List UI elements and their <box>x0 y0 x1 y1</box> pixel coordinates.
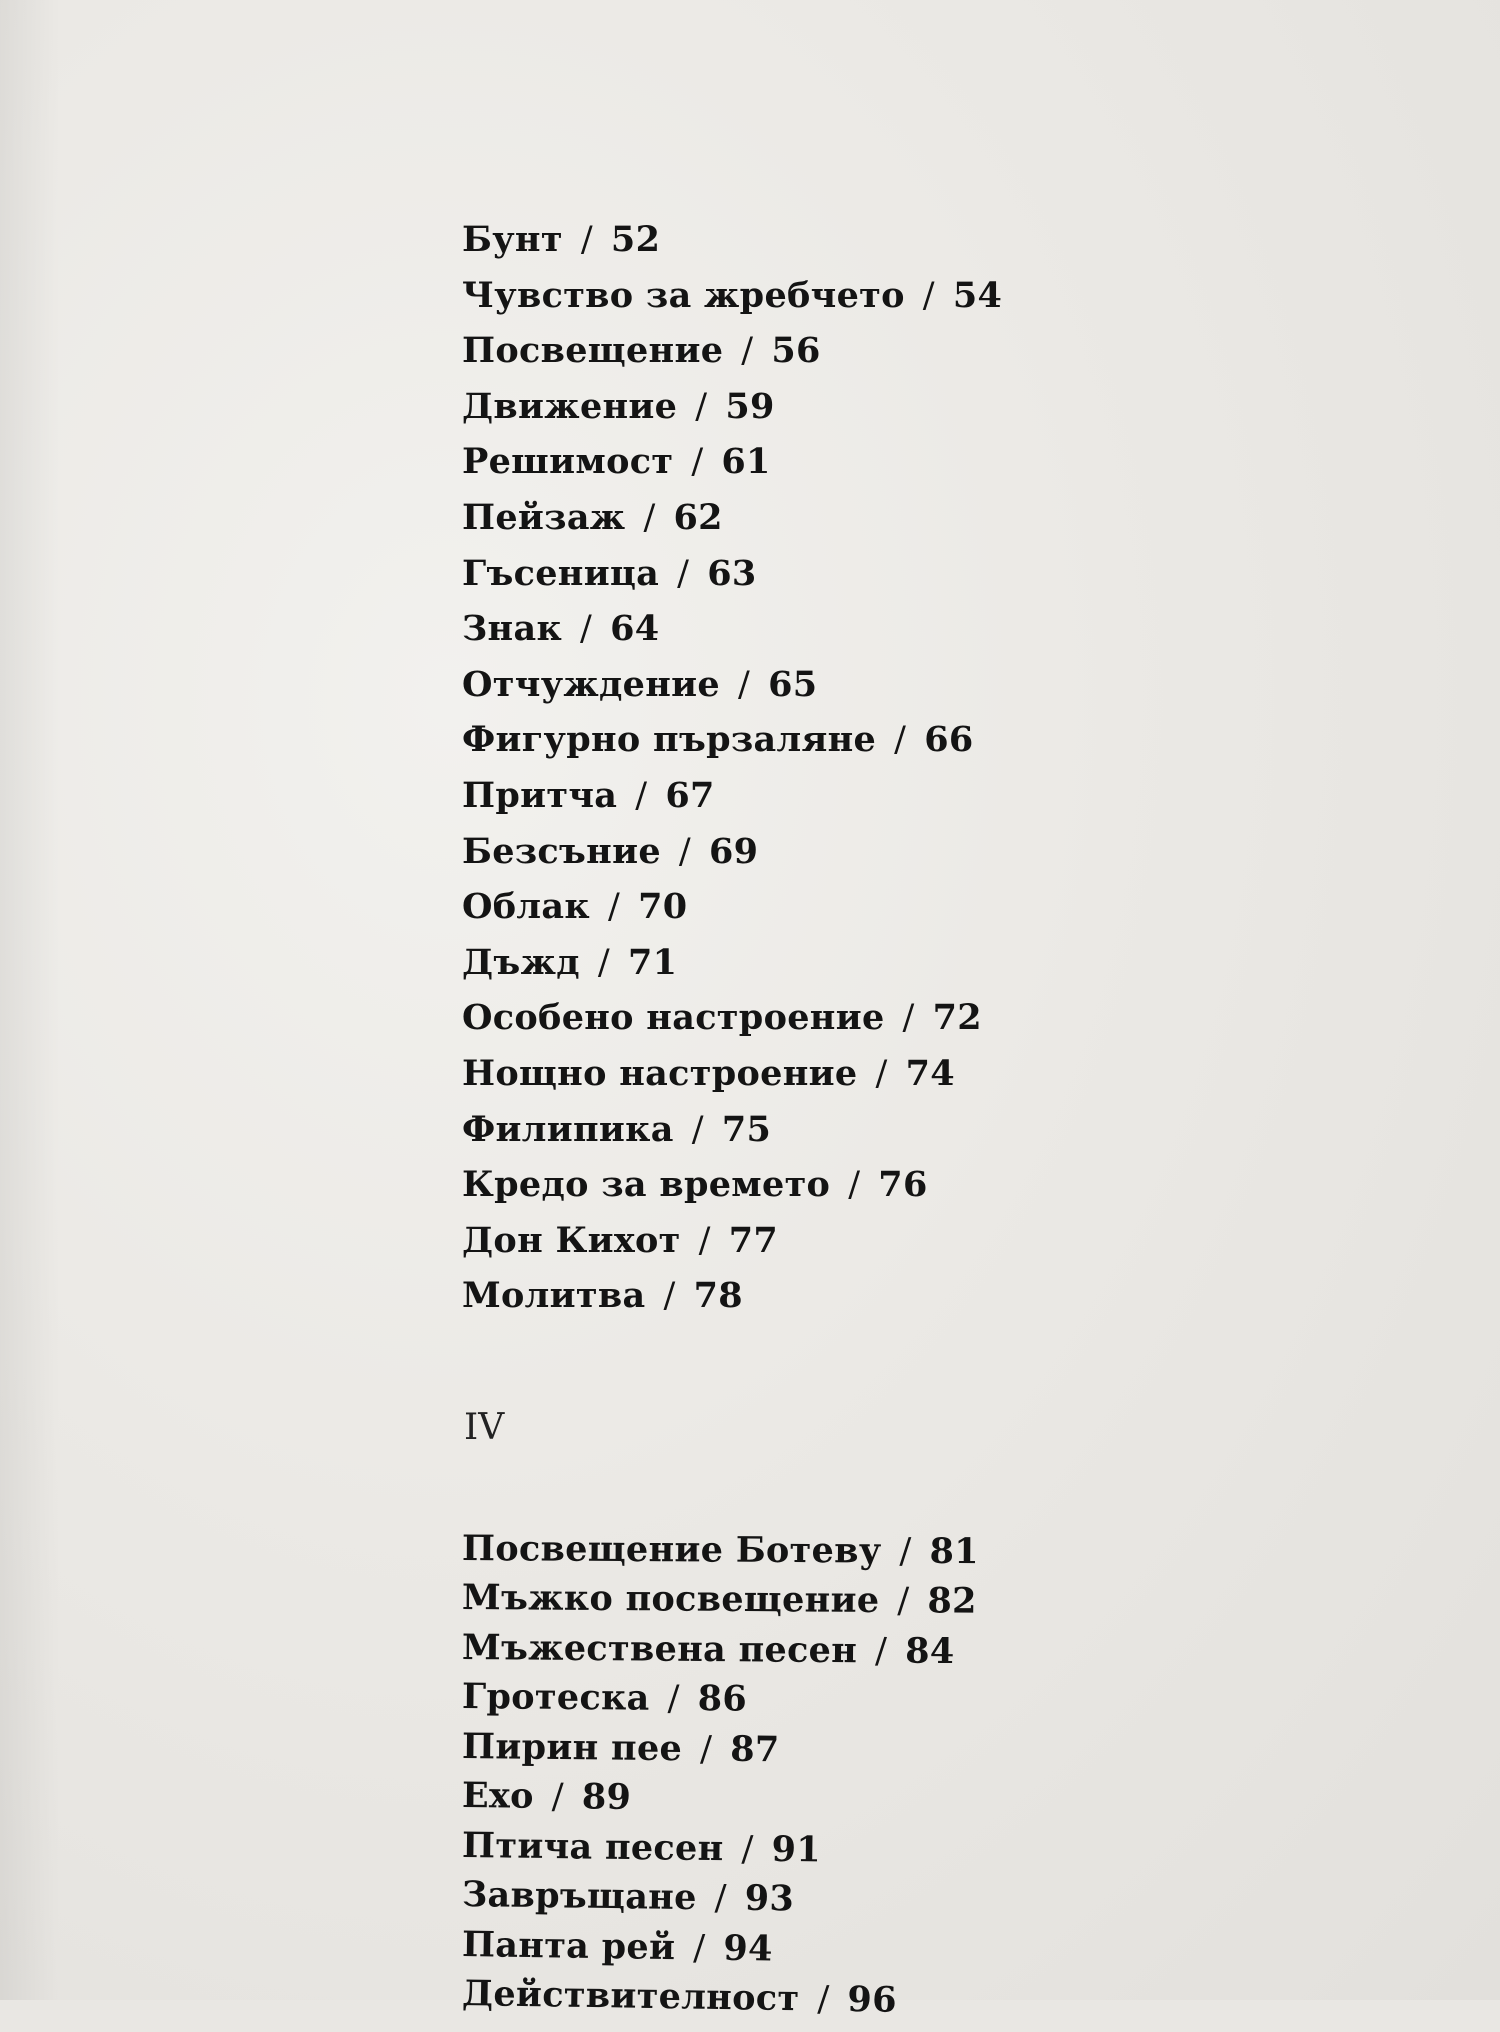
toc-entry-title: Гротеска <box>461 1676 650 1720</box>
toc-separator: / <box>607 887 621 928</box>
toc-separator: / <box>580 220 593 260</box>
toc-entry-title: Безсъние <box>462 830 661 872</box>
section-heading-iv: IV <box>464 1406 505 1448</box>
toc-separator: / <box>874 1631 888 1672</box>
toc-entry <box>462 434 1222 490</box>
toc-entry-title: Движение <box>462 385 678 427</box>
toc-entry-page: 66 <box>924 719 974 761</box>
toc-separator: / <box>817 1979 830 2021</box>
toc-entry-page: 71 <box>627 941 678 983</box>
page-edge-shadow <box>0 0 60 2000</box>
toc-entry-title: Нощно настроение <box>462 1052 858 1094</box>
toc-entry-page: 82 <box>927 1580 977 1623</box>
toc-entry-title: Ехо <box>461 1775 535 1818</box>
toc-entry <box>462 268 1222 324</box>
toc-separator: / <box>691 1109 704 1150</box>
toc-entry-page: 78 <box>693 1275 743 1317</box>
toc-entry <box>462 824 1222 880</box>
toc-separator: / <box>692 1928 706 1969</box>
toc-entry <box>462 1268 1222 1324</box>
toc-separator: / <box>551 1777 565 1818</box>
toc-entry-title: Отчуждение <box>462 663 720 705</box>
toc-entry-page: 96 <box>847 1979 898 2022</box>
toc-entry-title: Дъжд <box>462 941 580 983</box>
toc-separator: / <box>677 553 690 594</box>
toc-entry <box>462 1623 1222 1679</box>
toc-entry-title: Посвещение <box>462 330 724 372</box>
toc-entry <box>462 1102 1222 1158</box>
toc-entry <box>462 768 1222 824</box>
toc-separator: / <box>848 1165 861 1206</box>
toc-entry-page: 67 <box>665 774 715 816</box>
toc-entry <box>462 1157 1222 1213</box>
toc-separator: / <box>741 1829 754 1870</box>
toc-entry-page: 64 <box>610 608 660 650</box>
toc-entry-page: 76 <box>878 1164 928 1206</box>
toc-entry-title: Мъжествена песен <box>461 1626 858 1672</box>
toc-entry <box>462 935 1222 991</box>
toc-entry-title: Панта рей <box>461 1923 676 1968</box>
toc-entry-title: Пейзаж <box>462 496 626 538</box>
toc-entry-page: 77 <box>728 1219 779 1261</box>
toc-entry-page: 93 <box>744 1878 795 1920</box>
toc-separator: / <box>695 386 708 427</box>
toc-entry-title: Решимост <box>462 441 674 483</box>
toc-entry <box>462 379 1222 435</box>
toc-entry-page: 65 <box>768 663 818 705</box>
toc-entry <box>462 657 1222 713</box>
toc-separator: / <box>635 775 648 816</box>
toc-separator: / <box>875 1053 888 1094</box>
toc-entry-page: 52 <box>610 219 661 260</box>
toc-entry-title: Дон Кихот <box>462 1219 681 1261</box>
toc-entry-page: 94 <box>723 1927 773 1970</box>
toc-entry-page: 87 <box>729 1728 780 1771</box>
toc-entry-title: Филипика <box>462 1108 674 1150</box>
toc-entry-page: 63 <box>707 552 757 594</box>
toc-separator: / <box>698 1220 711 1261</box>
toc-entry <box>462 323 1222 379</box>
toc-entry-page: 89 <box>581 1776 632 1819</box>
toc-entry <box>462 546 1222 602</box>
toc-entry-page: 91 <box>771 1828 822 1871</box>
toc-entry-title: Фигурно пързаляне <box>462 719 877 761</box>
toc-entry <box>462 1969 1223 2030</box>
toc-section-3 <box>462 212 1222 1324</box>
toc-separator: / <box>643 497 656 538</box>
toc-entry-title: Завръщане <box>461 1874 697 1919</box>
toc-separator: / <box>899 1531 912 1572</box>
toc-separator: / <box>741 331 754 372</box>
toc-entry <box>462 990 1222 1046</box>
toc-entry-page: 61 <box>721 441 771 483</box>
toc-entry-page: 56 <box>771 330 821 372</box>
toc-entry <box>462 879 1222 935</box>
toc-entry-page: 75 <box>721 1108 772 1150</box>
toc-entry <box>462 601 1222 657</box>
toc-entry-title: Притча <box>462 774 618 816</box>
toc-entry-title: Чувство за жребчето <box>462 274 905 316</box>
toc-entry <box>462 212 1222 268</box>
toc-separator: / <box>714 1878 728 1919</box>
toc-entry-page: 54 <box>952 274 1003 316</box>
toc-entry-page: 70 <box>638 886 688 928</box>
toc-separator: / <box>597 942 610 983</box>
toc-entry-title: Пирин пее <box>461 1725 683 1770</box>
toc-separator: / <box>667 1679 680 1720</box>
toc-entry-page: 62 <box>673 496 723 538</box>
toc-entry-title: Особено настроение <box>462 997 885 1039</box>
toc-separator: / <box>902 998 915 1039</box>
toc-entry <box>462 1046 1222 1102</box>
toc-separator: / <box>922 275 935 316</box>
toc-entry-title: Действителност <box>461 1973 800 2020</box>
toc-separator: / <box>580 609 593 650</box>
toc-separator: / <box>737 664 751 705</box>
toc-separator: / <box>894 720 907 761</box>
toc-entry-title: Кредо за времето <box>462 1164 831 1206</box>
toc-section-4 <box>461 1524 1222 2022</box>
toc-separator: / <box>663 1276 676 1317</box>
toc-entry-title: Облак <box>462 886 590 928</box>
toc-entry-page: 74 <box>905 1052 955 1094</box>
toc-entry-title: Гъсеница <box>462 552 660 594</box>
toc-separator: / <box>678 831 692 872</box>
toc-entry-title: Посвещение Ботеву <box>461 1527 882 1572</box>
toc-entry-page: 59 <box>725 385 775 427</box>
toc-entry-page: 86 <box>697 1678 748 1721</box>
toc-entry <box>462 1672 1222 1729</box>
toc-entry <box>462 712 1222 768</box>
toc-entry <box>462 490 1222 546</box>
toc-entry-page: 72 <box>932 997 982 1039</box>
toc-entry <box>462 1771 1223 1829</box>
toc-separator: / <box>699 1729 713 1770</box>
toc-entry-page: 84 <box>905 1630 955 1672</box>
toc-entry <box>462 1524 1222 1578</box>
table-of-contents <box>461 212 1222 2022</box>
toc-entry <box>462 1213 1222 1269</box>
toc-entry-page: 81 <box>929 1530 980 1573</box>
toc-entry-title: Молитва <box>462 1275 646 1317</box>
toc-separator: / <box>691 442 704 483</box>
toc-entry <box>462 1573 1222 1628</box>
toc-entry-title: Мъжко посвещение <box>461 1577 880 1622</box>
toc-entry-page: 69 <box>709 830 759 872</box>
toc-entry <box>462 1722 1222 1779</box>
toc-entry-title: Бунт <box>462 219 563 260</box>
toc-separator: / <box>897 1581 910 1622</box>
toc-entry-title: Птича песен <box>461 1824 724 1870</box>
toc-entry-title: Знак <box>462 608 563 650</box>
